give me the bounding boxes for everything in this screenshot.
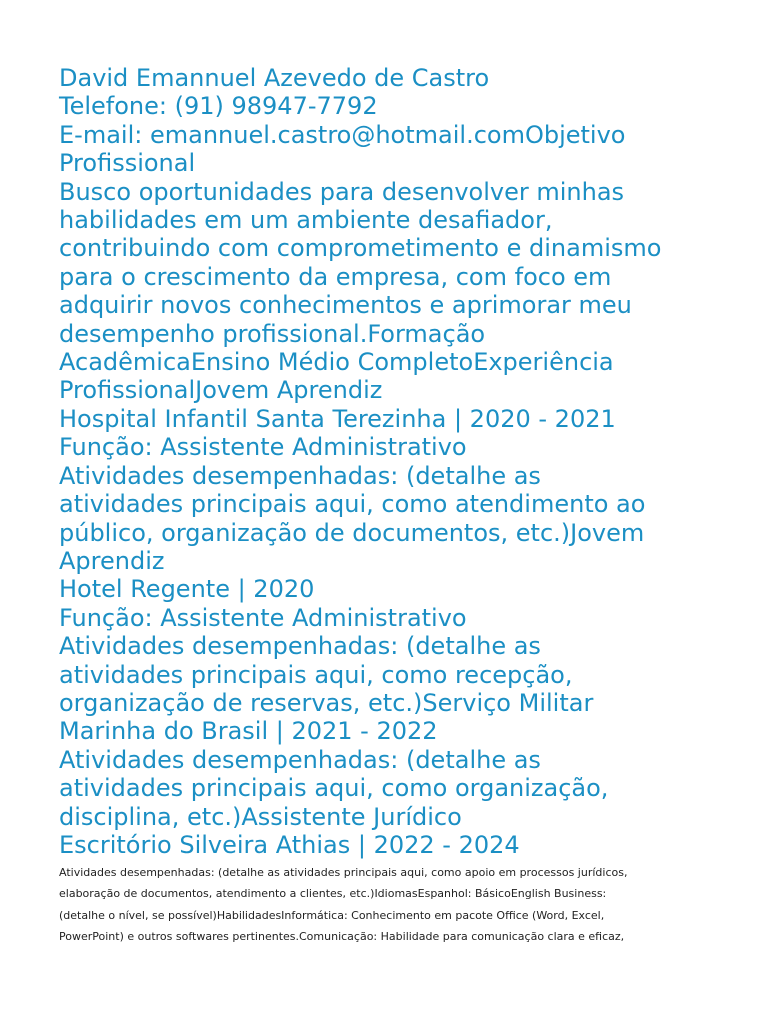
resume-line: AcadêmicaEnsino Médio CompletoExperiência [59, 348, 614, 377]
resume-small-line: Atividades desempenhadas: (detalhe as atividades principais aqui, como apoio em processos jurídicos, [59, 866, 628, 879]
resume-line: atividades principais aqui, como atendimento ao [59, 490, 646, 519]
resume-small-line: (detalhe o nível, se possível)HabilidadesInformática: Conhecimento em pacote Office (Word, Excel, [59, 908, 605, 922]
resume-line: Profissional [59, 149, 196, 178]
resume-small-line: elaboração de documentos, atendimento a clientes, etc.)IdiomasEspanhol: BásicoEnglish Business: [59, 887, 607, 901]
resume-small-line: PowerPoint) e outros softwares pertinentes.Comunicação: Habilidade para comunicação clara e eficaz, [59, 930, 625, 944]
resume-line: atividades principais aqui, como recepção, [59, 660, 573, 689]
resume-line: habilidades em um ambiente desafiador, [59, 206, 553, 235]
resume-line: atividades principais aqui, como organização, [59, 774, 609, 803]
resume-line: Função: Assistente Administrativo [59, 603, 467, 632]
resume-line: Aprendiz [59, 546, 165, 575]
resume-line: Hospital Infantil Santa Terezinha | 2020 - 2021 [59, 404, 616, 433]
resume-line: adquirir novos conhecimentos e aprimorar meu [59, 291, 632, 320]
resume-line: Hotel Regente | 2020 [59, 575, 315, 604]
resume-line: Atividades desempenhadas: (detalhe as [59, 632, 541, 661]
resume-line: contribuindo com comprometimento e dinamismo [59, 234, 662, 263]
resume-line: Marinha do Brasil | 2021 - 2022 [59, 717, 438, 746]
resume-line: Função: Assistente Administrativo [59, 433, 467, 462]
resume-line: Busco oportunidades para desenvolver minhas [59, 177, 625, 206]
resume-line: para o crescimento da empresa, com foco em [59, 262, 612, 291]
resume-line: disciplina, etc.)Assistente Jurídico [59, 802, 462, 831]
resume-line: Atividades desempenhadas: (detalhe as [59, 745, 541, 774]
resume-line: Escritório Silveira Athias | 2022 - 2024 [59, 830, 520, 859]
resume-name: David Emannuel Azevedo de Castro [59, 64, 490, 92]
resume-email-line: E-mail: emannuel.castro@hotmail.comObjetivo [59, 120, 626, 149]
resume-small-text [59, 862, 719, 948]
resume-phone: Telefone: (91) 98947-7792 [59, 92, 378, 121]
resume-main-text [59, 64, 719, 859]
resume-line: Atividades desempenhadas: (detalhe as [59, 461, 541, 490]
resume-line: organização de reservas, etc.)Serviço Militar [59, 688, 594, 717]
resume-line: desempenho profissional.Formação [59, 319, 486, 348]
resume-line: público, organização de documentos, etc.)Jovem [59, 518, 645, 547]
resume-line: ProfissionalJovem Aprendiz [59, 376, 383, 405]
